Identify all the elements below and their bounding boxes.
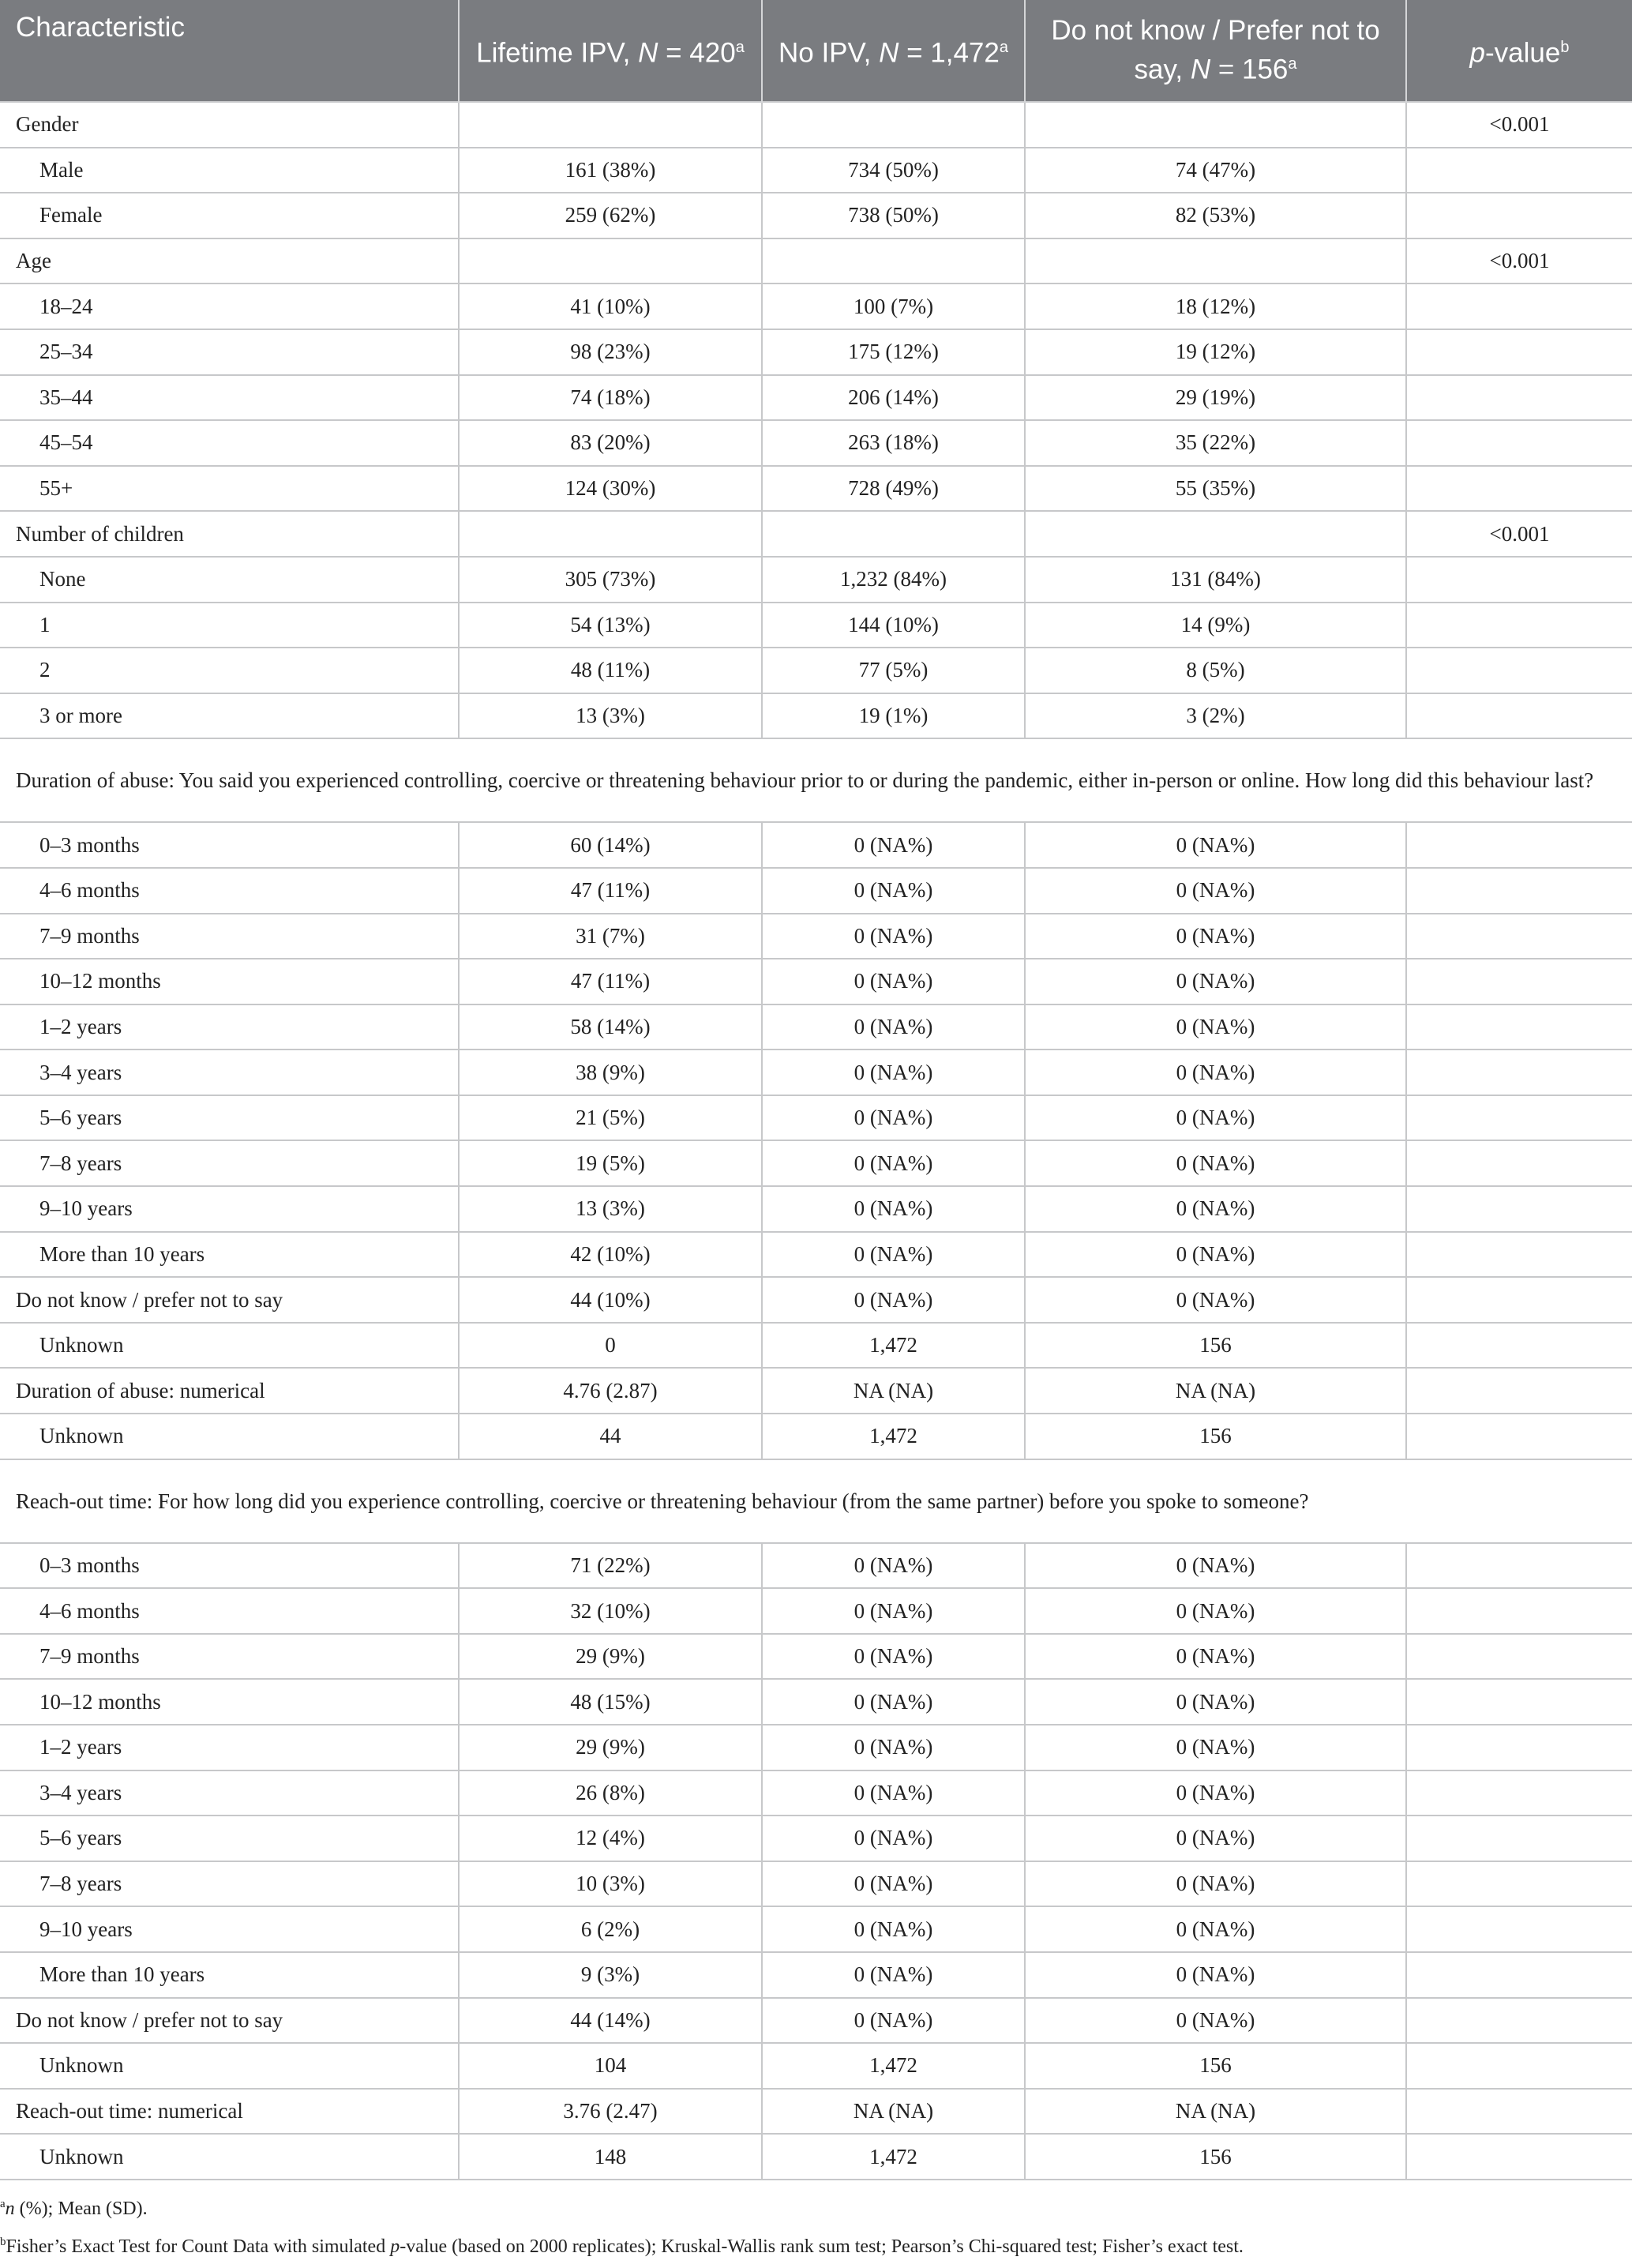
p-value-cell xyxy=(1406,1323,1632,1369)
table-row xyxy=(0,193,1632,238)
lifetime-ipv-cell: 26 (8%) xyxy=(459,1770,762,1816)
characteristic-cell: Female xyxy=(0,193,459,238)
no-ipv-cell: 1,472 xyxy=(762,2043,1025,2089)
dont-know-cell: 0 (NA%) xyxy=(1025,1232,1406,1278)
p-value-cell xyxy=(1406,284,1632,329)
dont-know-cell: 0 (NA%) xyxy=(1025,1634,1406,1680)
dont-know-cell: 0 (NA%) xyxy=(1025,1277,1406,1323)
no-ipv-cell: 734 (50%) xyxy=(762,148,1025,193)
table-row xyxy=(0,102,1632,148)
table-row xyxy=(0,1816,1632,1861)
footnote-b: $^b$Fisher’s Exact Test for Count Data with simulated p-value (based on 2000 replicates); Kruskal-Wallis rank sum test; Pearson’s Chi-squared test; Fisher’s exact test. xyxy=(0,2235,1244,2257)
section-heading-cell: Reach-out time: For how long did you experience controlling, coercive or threatening behaviour (from the same partner) before you spoke to someone? xyxy=(0,1459,1632,1543)
table-row xyxy=(0,1004,1632,1050)
lifetime-ipv-cell: 12 (4%) xyxy=(459,1816,762,1861)
lifetime-ipv-cell: 305 (73%) xyxy=(459,557,762,603)
characteristic-cell: Number of children xyxy=(0,511,459,557)
characteristic-cell: 7–9 months xyxy=(0,914,459,959)
dont-know-cell: 156 xyxy=(1025,1414,1406,1459)
dont-know-cell: 55 (35%) xyxy=(1025,466,1406,512)
dont-know-cell: 0 (NA%) xyxy=(1025,1725,1406,1770)
characteristic-cell: Do not know / prefer not to say xyxy=(0,1277,459,1323)
dont-know-cell: 19 (12%) xyxy=(1025,329,1406,375)
header-dont-know: Do not know / Prefer not to say, $N = 156^a$ xyxy=(1025,0,1406,102)
table-row xyxy=(0,1952,1632,1998)
no-ipv-cell: 0 (NA%) xyxy=(762,959,1025,1004)
characteristic-cell: 10–12 months xyxy=(0,1679,459,1725)
p-value-cell xyxy=(1406,1906,1632,1952)
dont-know-cell: 0 (NA%) xyxy=(1025,1588,1406,1634)
no-ipv-cell: 144 (10%) xyxy=(762,603,1025,648)
no-ipv-cell: 0 (NA%) xyxy=(762,822,1025,868)
table-row xyxy=(0,1140,1632,1186)
table-row xyxy=(0,2089,1632,2135)
lifetime-ipv-cell: 47 (11%) xyxy=(459,959,762,1004)
table-row xyxy=(0,329,1632,375)
lifetime-ipv-cell: 104 xyxy=(459,2043,762,2089)
table-row xyxy=(0,1323,1632,1369)
no-ipv-cell: 1,232 (84%) xyxy=(762,557,1025,603)
header-p-value: p-value$^b$ xyxy=(1406,0,1632,102)
table-row xyxy=(0,2043,1632,2089)
no-ipv-cell: 728 (49%) xyxy=(762,466,1025,512)
dont-know-cell: 0 (NA%) xyxy=(1025,1679,1406,1725)
table-row xyxy=(0,1459,1632,1543)
characteristic-cell: Do not know / prefer not to say xyxy=(0,1998,459,2044)
table-row xyxy=(0,1277,1632,1323)
p-value-cell xyxy=(1406,148,1632,193)
lifetime-ipv-cell: 9 (3%) xyxy=(459,1952,762,1998)
dont-know-cell: 156 xyxy=(1025,1323,1406,1369)
dont-know-cell: NA (NA) xyxy=(1025,1368,1406,1414)
p-value-cell xyxy=(1406,1186,1632,1232)
characteristic-cell: 3–4 years xyxy=(0,1050,459,1095)
no-ipv-cell: 0 (NA%) xyxy=(762,1770,1025,1816)
dont-know-cell: 0 (NA%) xyxy=(1025,1952,1406,1998)
lifetime-ipv-cell: 161 (38%) xyxy=(459,148,762,193)
table-row xyxy=(0,1050,1632,1095)
p-value-cell: <0.001 xyxy=(1406,511,1632,557)
characteristic-cell: Gender xyxy=(0,102,459,148)
characteristic-cell: 5–6 years xyxy=(0,1816,459,1861)
table-row xyxy=(0,868,1632,914)
characteristic-cell: 1 xyxy=(0,603,459,648)
lifetime-ipv-cell: 47 (11%) xyxy=(459,868,762,914)
lifetime-ipv-cell: 13 (3%) xyxy=(459,1186,762,1232)
no-ipv-cell: 0 (NA%) xyxy=(762,1725,1025,1770)
p-value-cell xyxy=(1406,2089,1632,2135)
dont-know-cell: 35 (22%) xyxy=(1025,420,1406,466)
dont-know-cell: 156 xyxy=(1025,2043,1406,2089)
table-header xyxy=(0,0,1632,102)
characteristic-cell: 4–6 months xyxy=(0,1588,459,1634)
no-ipv-cell: 206 (14%) xyxy=(762,375,1025,421)
no-ipv-cell: 0 (NA%) xyxy=(762,1861,1025,1907)
no-ipv-cell: 0 (NA%) xyxy=(762,1050,1025,1095)
lifetime-ipv-cell: 31 (7%) xyxy=(459,914,762,959)
table-body xyxy=(0,102,1632,2180)
table-row xyxy=(0,1543,1632,1589)
p-value-cell xyxy=(1406,1277,1632,1323)
p-value-cell xyxy=(1406,1414,1632,1459)
lifetime-ipv-cell xyxy=(459,238,762,284)
dont-know-cell: 131 (84%) xyxy=(1025,557,1406,603)
p-value-cell xyxy=(1406,1998,1632,2044)
dont-know-cell xyxy=(1025,238,1406,284)
characteristic-cell: 7–9 months xyxy=(0,1634,459,1680)
table-row xyxy=(0,1861,1632,1907)
characteristic-cell: 1–2 years xyxy=(0,1725,459,1770)
dont-know-cell: 82 (53%) xyxy=(1025,193,1406,238)
table-row xyxy=(0,1095,1632,1141)
no-ipv-cell: 0 (NA%) xyxy=(762,914,1025,959)
p-value-cell xyxy=(1406,1679,1632,1725)
p-value-cell xyxy=(1406,1004,1632,1050)
table-row xyxy=(0,1679,1632,1725)
table-row xyxy=(0,1368,1632,1414)
p-value-cell xyxy=(1406,420,1632,466)
header-no-ipv: No IPV, N = 1,472$^a$ xyxy=(762,0,1025,102)
dont-know-cell: 0 (NA%) xyxy=(1025,1050,1406,1095)
characteristic-cell: 7–8 years xyxy=(0,1140,459,1186)
characteristic-cell: Duration of abuse: numerical xyxy=(0,1368,459,1414)
p-value-cell xyxy=(1406,648,1632,693)
lifetime-ipv-cell: 4.76 (2.87) xyxy=(459,1368,762,1414)
dont-know-cell: 0 (NA%) xyxy=(1025,822,1406,868)
characteristic-cell: 3 or more xyxy=(0,693,459,739)
no-ipv-cell: 738 (50%) xyxy=(762,193,1025,238)
table-row xyxy=(0,1414,1632,1459)
table-row xyxy=(0,1232,1632,1278)
no-ipv-cell: 1,472 xyxy=(762,1414,1025,1459)
p-value-cell xyxy=(1406,375,1632,421)
table-row xyxy=(0,959,1632,1004)
dont-know-cell: 14 (9%) xyxy=(1025,603,1406,648)
characteristic-cell: 0–3 months xyxy=(0,1543,459,1589)
lifetime-ipv-cell: 6 (2%) xyxy=(459,1906,762,1952)
dont-know-cell: 0 (NA%) xyxy=(1025,1095,1406,1141)
characteristic-cell: 4–6 months xyxy=(0,868,459,914)
p-value-cell xyxy=(1406,557,1632,603)
no-ipv-cell: NA (NA) xyxy=(762,1368,1025,1414)
p-value-cell: <0.001 xyxy=(1406,102,1632,148)
lifetime-ipv-cell xyxy=(459,511,762,557)
table-row xyxy=(0,1634,1632,1680)
no-ipv-cell: 100 (7%) xyxy=(762,284,1025,329)
lifetime-ipv-cell: 10 (3%) xyxy=(459,1861,762,1907)
table-row xyxy=(0,2134,1632,2180)
no-ipv-cell: 0 (NA%) xyxy=(762,1588,1025,1634)
p-value-cell xyxy=(1406,1816,1632,1861)
lifetime-ipv-cell xyxy=(459,102,762,148)
footnote-a: $^a$n (%); Mean (SD). xyxy=(0,2197,148,2219)
no-ipv-cell: 0 (NA%) xyxy=(762,1543,1025,1589)
table-row xyxy=(0,466,1632,512)
no-ipv-cell: 0 (NA%) xyxy=(762,1095,1025,1141)
p-value-cell xyxy=(1406,914,1632,959)
p-value-cell xyxy=(1406,2043,1632,2089)
characteristic-cell: 1–2 years xyxy=(0,1004,459,1050)
characteristic-cell: 5–6 years xyxy=(0,1095,459,1141)
no-ipv-cell: 263 (18%) xyxy=(762,420,1025,466)
p-value-cell xyxy=(1406,1050,1632,1095)
no-ipv-cell: 19 (1%) xyxy=(762,693,1025,739)
lifetime-ipv-cell: 48 (15%) xyxy=(459,1679,762,1725)
dont-know-cell: 8 (5%) xyxy=(1025,648,1406,693)
table-row xyxy=(0,511,1632,557)
lifetime-ipv-cell: 44 (10%) xyxy=(459,1277,762,1323)
dont-know-cell: 0 (NA%) xyxy=(1025,1140,1406,1186)
p-value-cell xyxy=(1406,1543,1632,1589)
characteristic-cell: 55+ xyxy=(0,466,459,512)
p-value-cell xyxy=(1406,1368,1632,1414)
lifetime-ipv-cell: 42 (10%) xyxy=(459,1232,762,1278)
lifetime-ipv-cell: 32 (10%) xyxy=(459,1588,762,1634)
header-characteristic: Characteristic xyxy=(0,0,459,102)
dont-know-cell: 0 (NA%) xyxy=(1025,1186,1406,1232)
lifetime-ipv-cell: 44 (14%) xyxy=(459,1998,762,2044)
no-ipv-cell: 0 (NA%) xyxy=(762,1998,1025,2044)
dont-know-cell: 0 (NA%) xyxy=(1025,1861,1406,1907)
table-row xyxy=(0,914,1632,959)
table-row xyxy=(0,557,1632,603)
dont-know-cell: 18 (12%) xyxy=(1025,284,1406,329)
dont-know-cell: 74 (47%) xyxy=(1025,148,1406,193)
lifetime-ipv-cell: 48 (11%) xyxy=(459,648,762,693)
characteristic-cell: Unknown xyxy=(0,2043,459,2089)
no-ipv-cell: 0 (NA%) xyxy=(762,1816,1025,1861)
dont-know-cell: 0 (NA%) xyxy=(1025,1816,1406,1861)
lifetime-ipv-cell: 98 (23%) xyxy=(459,329,762,375)
characteristic-cell: 10–12 months xyxy=(0,959,459,1004)
characteristic-cell: Unknown xyxy=(0,2134,459,2180)
dont-know-cell xyxy=(1025,511,1406,557)
p-value-cell xyxy=(1406,193,1632,238)
table-row xyxy=(0,738,1632,822)
characteristic-cell: More than 10 years xyxy=(0,1232,459,1278)
lifetime-ipv-cell: 71 (22%) xyxy=(459,1543,762,1589)
dont-know-cell: 0 (NA%) xyxy=(1025,959,1406,1004)
p-value-cell xyxy=(1406,822,1632,868)
p-value-cell xyxy=(1406,1140,1632,1186)
lifetime-ipv-cell: 124 (30%) xyxy=(459,466,762,512)
no-ipv-cell xyxy=(762,511,1025,557)
table-row xyxy=(0,375,1632,421)
no-ipv-cell: 0 (NA%) xyxy=(762,868,1025,914)
dont-know-cell: 0 (NA%) xyxy=(1025,1770,1406,1816)
p-value-cell xyxy=(1406,1634,1632,1680)
lifetime-ipv-cell: 74 (18%) xyxy=(459,375,762,421)
table-row xyxy=(0,1770,1632,1816)
lifetime-ipv-cell: 0 xyxy=(459,1323,762,1369)
characteristic-cell: 45–54 xyxy=(0,420,459,466)
table-row xyxy=(0,148,1632,193)
dont-know-cell: 0 (NA%) xyxy=(1025,1543,1406,1589)
dont-know-cell: 156 xyxy=(1025,2134,1406,2180)
p-value-cell xyxy=(1406,603,1632,648)
p-value-cell xyxy=(1406,1861,1632,1907)
characteristic-cell: More than 10 years xyxy=(0,1952,459,1998)
table-row xyxy=(0,1906,1632,1952)
characteristic-cell: 2 xyxy=(0,648,459,693)
table-row xyxy=(0,1725,1632,1770)
characteristic-cell: Unknown xyxy=(0,1414,459,1459)
dont-know-cell: 0 (NA%) xyxy=(1025,1998,1406,2044)
table-row xyxy=(0,238,1632,284)
table-row xyxy=(0,693,1632,739)
no-ipv-cell: 0 (NA%) xyxy=(762,1277,1025,1323)
characteristic-cell: Reach-out time: numerical xyxy=(0,2089,459,2135)
dont-know-cell: 0 (NA%) xyxy=(1025,914,1406,959)
lifetime-ipv-cell: 29 (9%) xyxy=(459,1634,762,1680)
lifetime-ipv-cell: 19 (5%) xyxy=(459,1140,762,1186)
no-ipv-cell: 0 (NA%) xyxy=(762,1634,1025,1680)
no-ipv-cell: 77 (5%) xyxy=(762,648,1025,693)
p-value-cell xyxy=(1406,868,1632,914)
lifetime-ipv-cell: 21 (5%) xyxy=(459,1095,762,1141)
lifetime-ipv-cell: 13 (3%) xyxy=(459,693,762,739)
no-ipv-cell: 1,472 xyxy=(762,2134,1025,2180)
p-value-cell xyxy=(1406,329,1632,375)
p-value-cell xyxy=(1406,1588,1632,1634)
no-ipv-cell: 0 (NA%) xyxy=(762,1004,1025,1050)
characteristic-cell: 25–34 xyxy=(0,329,459,375)
dont-know-cell: 0 (NA%) xyxy=(1025,1906,1406,1952)
dont-know-cell: NA (NA) xyxy=(1025,2089,1406,2135)
lifetime-ipv-cell: 29 (9%) xyxy=(459,1725,762,1770)
table-row xyxy=(0,603,1632,648)
characteristic-cell: None xyxy=(0,557,459,603)
p-value-cell: <0.001 xyxy=(1406,238,1632,284)
table-row xyxy=(0,1998,1632,2044)
p-value-cell xyxy=(1406,959,1632,1004)
table-row xyxy=(0,1588,1632,1634)
no-ipv-cell: 0 (NA%) xyxy=(762,1186,1025,1232)
no-ipv-cell: 0 (NA%) xyxy=(762,1679,1025,1725)
lifetime-ipv-cell: 3.76 (2.47) xyxy=(459,2089,762,2135)
characteristic-cell: Unknown xyxy=(0,1323,459,1369)
no-ipv-cell: 175 (12%) xyxy=(762,329,1025,375)
lifetime-ipv-cell: 41 (10%) xyxy=(459,284,762,329)
p-value-cell xyxy=(1406,1770,1632,1816)
p-value-cell xyxy=(1406,1725,1632,1770)
table-row xyxy=(0,822,1632,868)
characteristic-cell: 3–4 years xyxy=(0,1770,459,1816)
dont-know-cell: 3 (2%) xyxy=(1025,693,1406,739)
no-ipv-cell: 0 (NA%) xyxy=(762,1140,1025,1186)
table-row xyxy=(0,648,1632,693)
characteristic-cell: 9–10 years xyxy=(0,1186,459,1232)
no-ipv-cell: 0 (NA%) xyxy=(762,1952,1025,1998)
table-footnotes xyxy=(0,2180,1632,2259)
no-ipv-cell: NA (NA) xyxy=(762,2089,1025,2135)
characteristic-cell: Male xyxy=(0,148,459,193)
no-ipv-cell: 1,472 xyxy=(762,1323,1025,1369)
p-value-cell xyxy=(1406,1095,1632,1141)
dont-know-cell xyxy=(1025,102,1406,148)
p-value-cell xyxy=(1406,2134,1632,2180)
header-row xyxy=(0,0,1632,102)
lifetime-ipv-cell: 259 (62%) xyxy=(459,193,762,238)
lifetime-ipv-cell: 38 (9%) xyxy=(459,1050,762,1095)
dont-know-cell: 0 (NA%) xyxy=(1025,868,1406,914)
lifetime-ipv-cell: 83 (20%) xyxy=(459,420,762,466)
characteristic-cell: Age xyxy=(0,238,459,284)
p-value-cell xyxy=(1406,693,1632,739)
dont-know-cell: 29 (19%) xyxy=(1025,375,1406,421)
table-row xyxy=(0,1186,1632,1232)
characteristic-cell: 7–8 years xyxy=(0,1861,459,1907)
dont-know-cell: 0 (NA%) xyxy=(1025,1004,1406,1050)
section-heading-cell: Duration of abuse: You said you experienced controlling, coercive or threatening behaviour prior to or during the pandemic, either in-person or online. How long did this behaviour last? xyxy=(0,738,1632,822)
no-ipv-cell xyxy=(762,238,1025,284)
characteristic-cell: 0–3 months xyxy=(0,822,459,868)
no-ipv-cell: 0 (NA%) xyxy=(762,1906,1025,1952)
table-row xyxy=(0,284,1632,329)
no-ipv-cell: 0 (NA%) xyxy=(762,1232,1025,1278)
p-value-cell xyxy=(1406,466,1632,512)
lifetime-ipv-cell: 148 xyxy=(459,2134,762,2180)
lifetime-ipv-cell: 58 (14%) xyxy=(459,1004,762,1050)
p-value-cell xyxy=(1406,1952,1632,1998)
p-value-cell xyxy=(1406,1232,1632,1278)
no-ipv-cell xyxy=(762,102,1025,148)
lifetime-ipv-cell: 44 xyxy=(459,1414,762,1459)
characteristic-cell: 35–44 xyxy=(0,375,459,421)
lifetime-ipv-cell: 60 (14%) xyxy=(459,822,762,868)
characteristic-cell: 18–24 xyxy=(0,284,459,329)
header-lifetime-ipv: Lifetime IPV, $N = 420^a$ xyxy=(459,0,762,102)
lifetime-ipv-cell: 54 (13%) xyxy=(459,603,762,648)
table-row xyxy=(0,420,1632,466)
characteristic-cell: 9–10 years xyxy=(0,1906,459,1952)
